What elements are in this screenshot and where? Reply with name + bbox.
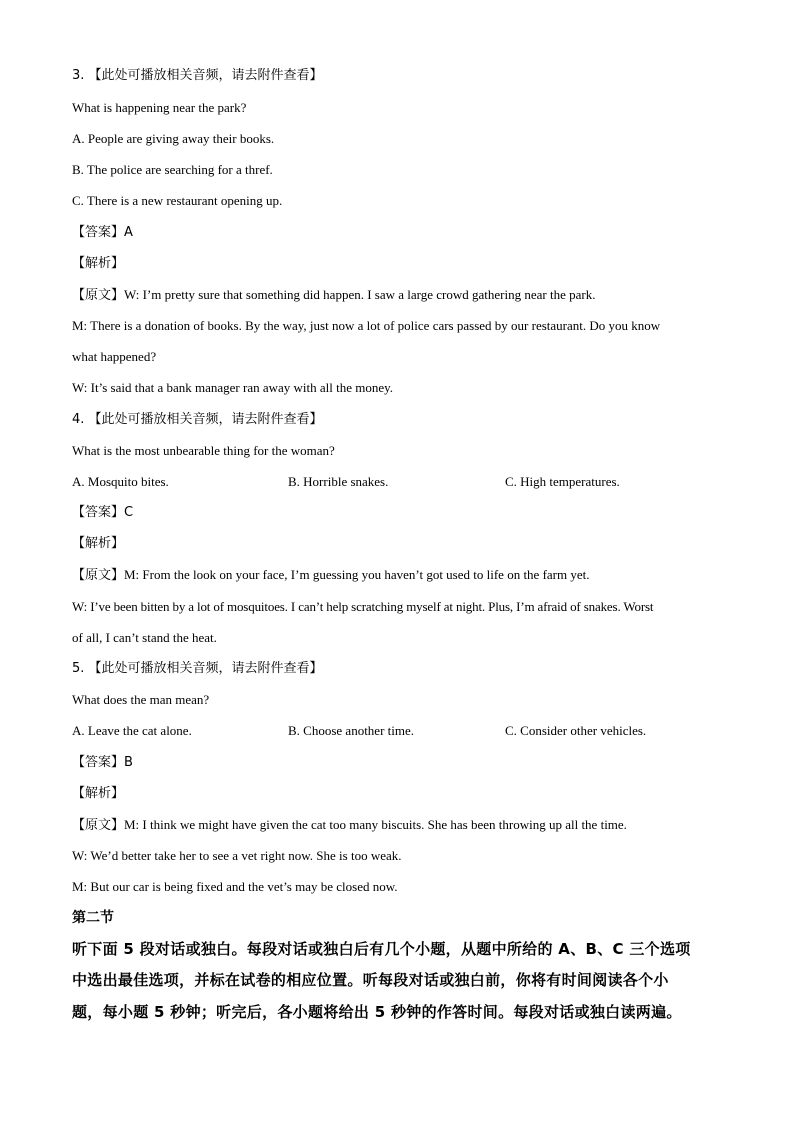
section-instructions-line: 中选出最佳选项，并标在试卷的相应位置。听每段对话或独白前，你将有时间阅读各个小 [72, 971, 669, 989]
q3-answer: 【答案】A [72, 225, 133, 240]
q4-option-b: B. Horrible snakes. [288, 474, 389, 489]
q3-transcript-line: W: It’s said that a bank manager ran away with all the money. [72, 380, 394, 395]
q4-question: What is the most unbearable thing for the woman? [72, 443, 335, 458]
q4-number-tag: 4. 【此处可播放相关音频，请去附件查看】 [72, 412, 323, 427]
section-title: 第二节 [72, 910, 114, 926]
q5-answer: 【答案】B [72, 755, 133, 770]
q3-option-b: B. The police are searching for a thref. [72, 162, 273, 177]
q4-answer: 【答案】C [72, 505, 134, 520]
q3-question: What is happening near the park? [72, 100, 247, 115]
q5-question: What does the man mean? [72, 692, 210, 707]
q4-analysis: 【解析】 [72, 536, 125, 551]
q4-option-a: A. Mosquito bites. [72, 474, 169, 489]
q4-transcript-line: 【原文】M: From the look on your face, I’m guessing you haven’t got used to life on the farm yet. [72, 567, 590, 582]
q3-option-a: A. People are giving away their books. [72, 131, 275, 146]
q5-option-a: A. Leave the cat alone. [72, 723, 192, 738]
q5-transcript-line: W: We’d better take her to see a vet right now. She is too weak. [72, 848, 402, 863]
q3-transcript-line: M: There is a donation of books. By the way, just now a lot of police cars passed by our restaurant. Do you know [72, 318, 661, 333]
q4-option-c: C. High temperatures. [505, 474, 620, 489]
q5-option-c: C. Consider other vehicles. [505, 723, 647, 738]
section-instructions-line: 听下面 5 段对话或独白。每段对话或独白后有几个小题，从题中所给的 A、B、C 三个选项 [72, 940, 691, 958]
q3-transcript-line: 【原文】W: I’m pretty sure that something did happen. I saw a large crowd gathering near the park. [72, 287, 596, 302]
q4-transcript-line: of all, I can’t stand the heat. [72, 630, 217, 645]
section-instructions-line: 题，每小题 5 秒钟；听完后，各小题将给出 5 秒钟的作答时间。每段对话或独白读两遍。 [72, 1003, 682, 1021]
q5-option-b: B. Choose another time. [288, 723, 415, 738]
q5-number-tag: 5. 【此处可播放相关音频，请去附件查看】 [72, 661, 323, 676]
q5-transcript-line: M: But our car is being fixed and the vet’s may be closed now. [72, 879, 398, 894]
q3-transcript-line: what happened? [72, 349, 157, 364]
q3-number-tag: 3. 【此处可播放相关音频，请去附件查看】 [72, 68, 323, 83]
q4-transcript-line: W: I’ve been bitten by a lot of mosquitoes. I can’t help scratching myself at night. Plus, I’m afraid of snakes. Worst [72, 599, 654, 614]
q3-option-c: C. There is a new restaurant opening up. [72, 193, 283, 208]
q3-analysis: 【解析】 [72, 256, 125, 271]
q5-analysis: 【解析】 [72, 786, 125, 801]
q5-transcript-line: 【原文】M: I think we might have given the cat too many biscuits. She has been throwing up all the time. [72, 817, 627, 832]
